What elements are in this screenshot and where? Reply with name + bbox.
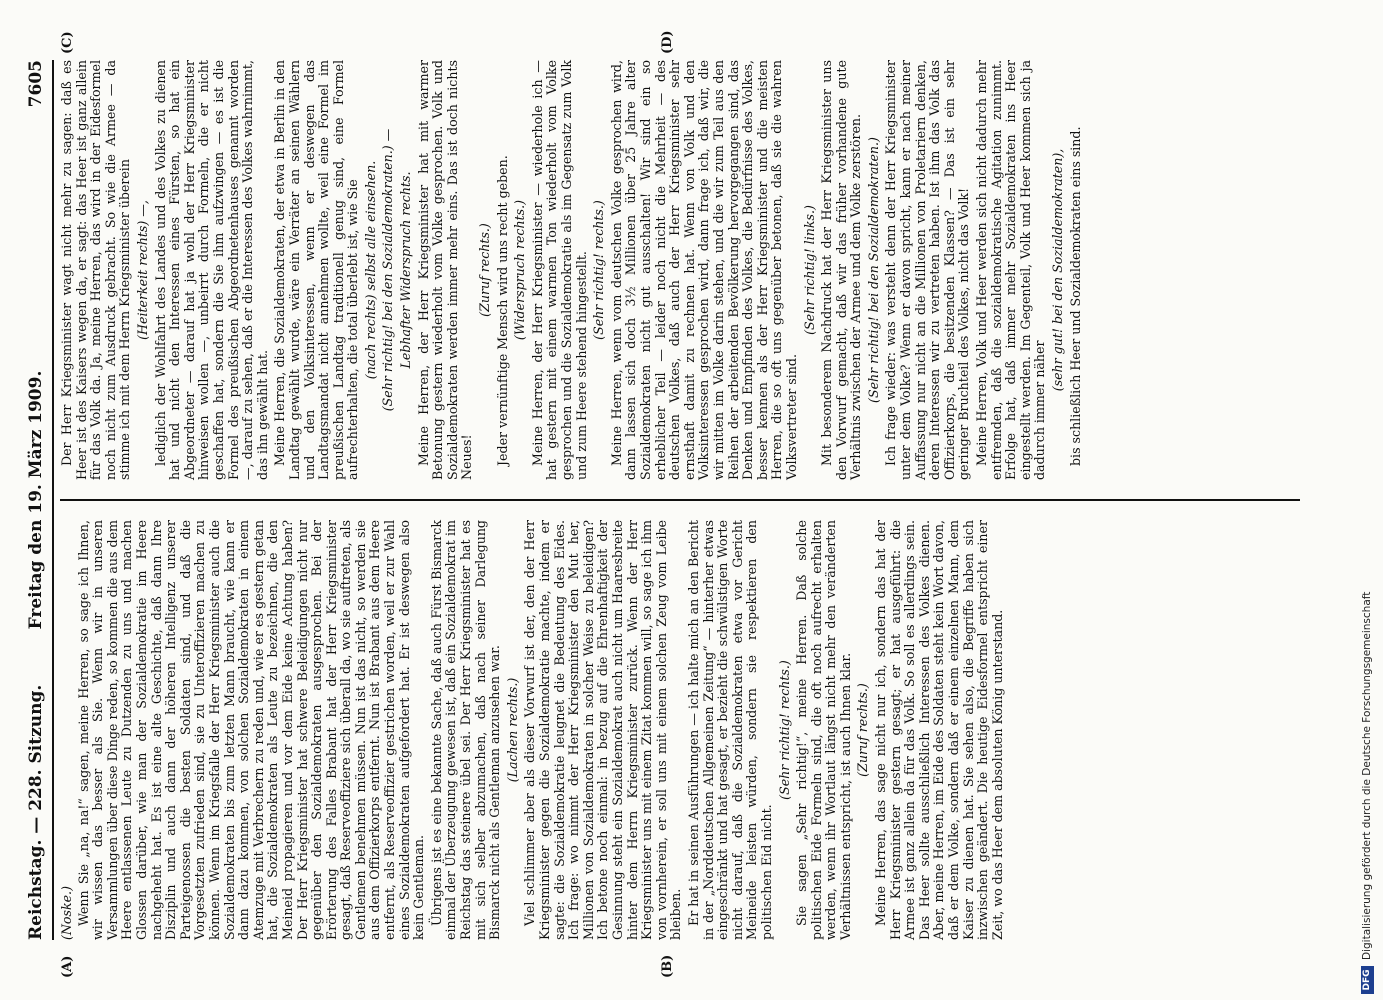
paragraph: Meine Herren, Volk und Heer werden sich nicht dadurch mehr entfremden, daß die sozialdemokratische Agitation zunimmt. Erfolge hat, daß immer mehr Sozialdemokraten ins Heer eingestellt werden. Im Gegenteil, Volk und Heer kommen sich ja dadurch immer näher bbox=[974, 60, 1048, 480]
page-number: 7605 bbox=[26, 60, 46, 108]
left-column bbox=[60, 520, 1008, 940]
paragraph: bis schließlich Heer und Sozialdemokraten eins sind. bbox=[1067, 126, 1083, 466]
interjection: (Sehr richtig! rechts.) bbox=[591, 200, 607, 340]
dfg-logo: DFG bbox=[1361, 966, 1374, 994]
page-footer bbox=[1361, 0, 1379, 1000]
interjection: (sehr gut! bei den Sozialdemokraten), bbox=[1050, 148, 1065, 392]
paragraph: Übrigens ist es eine bekannte Sache, daß auch Fürst Bismarck einmal der Überzeugung gewesen ist, daß ein Sozialdemokrat im Reichstag das steinere übel sei. Der Herr Kriegsminister hat es mit sich selber abzumachen, daß nach seiner Darlegung Bismarck nicht als Gentleman anzusehen war. bbox=[428, 520, 503, 940]
paragraph: Mit besonderem Nachdruck hat der Herr Kriegsminister uns den Vorwurf gemacht, daß wir das früher vorhandene gute Verhältnis zwischen der Armee und dem Volke zerstören. bbox=[819, 60, 864, 480]
interjection: (nach rechts) selbst alle einsehen. bbox=[362, 160, 378, 380]
interjection: (Sehr richtig! bei den Sozialdemokraten.) — bbox=[380, 128, 396, 412]
header-date: Freitag den 19. März 1909. bbox=[26, 370, 46, 630]
page-header bbox=[20, 60, 54, 940]
paragraph: Jeder vernünftige Mensch wird uns recht geben. bbox=[494, 155, 510, 466]
paragraph: Meine Herren, der Herr Kriegsminister hat mit warmer Betonung gestern wiederholt vom Volke gesprochen. Volk und Sozialdemokraten werden immer mehr eins. Das ist doch nichts Neues! bbox=[415, 60, 475, 480]
interjection: (Zuruf rechts.) bbox=[477, 223, 493, 317]
margin-marker-a: (A) bbox=[60, 955, 75, 978]
margin-marker-b: (B) bbox=[660, 954, 675, 978]
margin-marker-d: (D) bbox=[660, 30, 675, 54]
interjection: (Sehr richtig! rechts.) bbox=[776, 660, 792, 800]
paragraph: Der Herr Kriegsminister wagt nicht mehr zu sagen: daß es Heer ist des Kaisers wegen da, er sagt: das Heer ist ganz allein für das Volk da. Ja, meine Herren, das wird in der Eidesformel noch nicht zum Ausdruck gebracht. So wie die Armee — da stimme ich mit dem Herrn Kriegsminister überein bbox=[59, 60, 133, 480]
margin-marker-c: (C) bbox=[60, 31, 75, 54]
paragraph: lediglich der Wohlfahrt des Landes und des Volkes zu dienen hat und nicht den Interessen eines Fürsten, so hat ein Abgeordneter — darauf hat ja wohl der Herr Kriegsminister hinweisen wollen —, unbeirrt durch Formeln, die er nicht geschaffen hat, sondern die Sie ihm aufzwingen — es ist die Formel des preußischen Abgeordnetenhauses genannt worden —, darauf zu sehen, daß er die Interessen des Volkes wahrnimmt, das ihn gewählt hat. bbox=[152, 60, 270, 480]
interjection: (Zuruf rechts.) bbox=[855, 683, 871, 777]
paragraph: Ich frage wieder: was versteht denn der Herr Kriegsminister unter dem Volke? Wenn er davon spricht, kann er nach meiner Auffassung nur nicht an die Millionen von Proletariern denken, deren Interessen wir zu vertreten haben. Ist ihm das Volk das Offizierkorps, die besitzenden Klassen? — Das ist ein sehr geringer Bruchteil des Volkes, nicht das Volk! bbox=[883, 60, 972, 480]
header-session: Reichstag. — 228. Sitzung. bbox=[26, 684, 46, 940]
funding-credit: Digitalisierung gefördert durch die Deutsche Forschungsgemeinschaft bbox=[1361, 591, 1373, 960]
interjection: (Widerspruch rechts.) bbox=[512, 199, 528, 341]
interjection: (Heiterkeit rechts) —, bbox=[134, 200, 150, 340]
paragraph: Er hat in seinen Ausführungen — ich halte mich an den Bericht in der „Norddeutschen Allgemeinen Zeitung“ — hinterher etwas eingeschränkt und hat gesagt, er bezieht die schwülstigen Worte nicht darauf, daß die Sozialdemokraten etwa vor Gericht Meineide leisten würden, sondern sie respektieren den politischen Eid nicht. bbox=[685, 520, 774, 940]
paragraph: Wenn Sie „na, na!“ sagen, meine Herren, so sage ich Ihnen, wir wissen das besser als Sie. Wenn wir in unseren Versammlungen über diese Dinge reden, so kommen die aus dem Heere entlassenen Leute zu Dutzenden zu uns und machen Glossen darüber, wie man der Sozialdemokratie im Heere nachgeheht hat. Es ist eine alte Geschichte, daß dann Ihre Disziplin und auch dann der höheren Intelligenz unserer Parteigenossen die besten Soldaten sind, und daß die Vorgesetzten zufrieden sind, sie zu Unteroffizieren machen zu können. Wenn im Kriegsfalle der Herr Kriegsminister auch die Sozialdemokraten bis zum letzten Mann braucht, wie kann er dann dazu kommen, von solchen Sozialdemokraten in einem Atemzuge mit Verbrechern zu reden und, wie er es gestern getan hat, die Sozialdemokraten als Leute zu bezeichnen, die den Meineid propagieren und vor dem Eide keine Achtung haben? Der Herr Kriegsminister hat schwere Beleidigungen nicht nur gegenüber den Sozialdemokraten ausgesprochen. Bei der Erörterung des Falles Brabant hat der Herr Kriegsminister gesagt, daß Reserveoffiziere sich überall da, wo sie auftreten, als Gentlemen benehmen müssen. Nun ist das nicht, so werden sie aus dem Offizierkorps entfernt. Nun ist Brabant aus dem Heere entfernt, als Reserveoffizier gestrichen worden, weil er zur Wahl eines Sozialdemokraten aufgefordert hat. Er ist deswegen also kein Gentleman. bbox=[75, 520, 427, 940]
column-divider bbox=[60, 499, 1300, 501]
paragraph: Meine Herren, das sage nicht nur ich, sondern das hat der Herr Kriegsminister gestern gesagt; er hat ausgeführt: die Armee ist ganz allein da für das Volk. So soll es allerdings sein. Das Heer sollte ausschließlich Interessen des Volkes dienen. Aber, meine Herren, im Eide des Soldaten steht kein Wort davon, daß er dem Volke, sondern daß er einem einzelnen Mann, dem Kaiser zu dienen hat. Sie sehen also, die Begriffe haben sich inzwischen geändert. Die heutige Eidesformel entspricht einer Zeit, wo das Heer dem absoluten König unterstand. bbox=[873, 520, 1005, 940]
interjection: (Lachen rechts.) bbox=[504, 677, 520, 783]
interjection: (Sehr richtig! bei den Sozialdemokraten.) bbox=[865, 137, 881, 403]
paragraph: Meine Herren, die Sozialdemokraten, der etwa in Berlin in den Landtag gewählt wurde, wäre ein Verräter an seinen Wählern und den Volksinteressen, wenn er deswegen das Landtagsmandat nicht annehmen wollte, weil eine Formel im preußischen Landtag traditionell genug sind, eine Formel aufrechterhalten, die total überlebt ist, wie Sie bbox=[272, 60, 361, 480]
paragraph: Meine Herren, der Herr Kriegsminister — wiederhole ich — hat gestern mit einem warmen Ton wiederholt vom Volke gesprochen und die Sozialdemokratie als im Gegensatz zum Volk und zum Heere stehend hingestellt. bbox=[529, 60, 589, 480]
paragraph: Sie sagen „Sehr richtig!“, meine Herren. Daß solche politischen Eide Formeln sind, die oft noch aufrecht erhalten werden, wenn ihr Wortlaut längst nicht mehr den veränderten Verhältnissen entspricht, ist auch Ihnen klar. bbox=[794, 520, 853, 940]
paragraph: Viel schlimmer aber als dieser Vorwurf ist der, den der Herr Kriegsminister gegen die Sozialdemokratie machte, indem er sagte: die Sozialdemokratie leugnet die Bedeutung des Eides. Ich frage: wo nimmt der Herr Kriegsminister den Mut her, Millionen von Sozialdemokraten in solcher Weise zu beleidigen? Ich betone noch einmal: in bezug auf die Ehrenhaftigkeit der Gesinnung steht ein Sozialdemokrat auch nicht um Haaresbreite hinter dem Herrn Kriegsminister zurück. Wenn der Herr Kriegsminister uns mit einem Zitat kommen will, so sage ich ihm von vornherein, er soll uns mit einem solchen Zeug vom Leibe bleiben. bbox=[522, 520, 684, 940]
right-column bbox=[60, 60, 1086, 480]
interjection: Lebhafter Widerspruch rechts. bbox=[398, 171, 414, 369]
paragraph: Meine Herren, wenn vom deutschen Volke gesprochen wird, dann lassen sich doch 3½ Millionen über 25 Jahre alter Sozialdemokraten nicht gut ausschalten! Wir sind ein so erheblicher Teil — leider noch nicht die Mehrheit — des deutschen Volkes, daß auch der Herr Kriegsminister sehr ernsthaft damit zu rechnen hat. Wenn von Volk und den Volksinteressen gesprochen wird, dann frage ich, daß wir, die wir mitten im Volke darin stehen, und die wir zum Teil aus den Reihen der arbeitenden Bevölkerung hervorgegangen sind, das Denken und Empfinden des Volkes, die Bedürfnisse des Volkes, besser kennen als der Herr Kriegsminister und die meisten Herren, die so oft uns gegenüber betonen, daß sie die wahren Volksvertreter sind. bbox=[608, 60, 799, 480]
interjection: (Sehr richtig! links.) bbox=[801, 205, 817, 335]
speaker-name: (Noske.) bbox=[59, 886, 74, 940]
